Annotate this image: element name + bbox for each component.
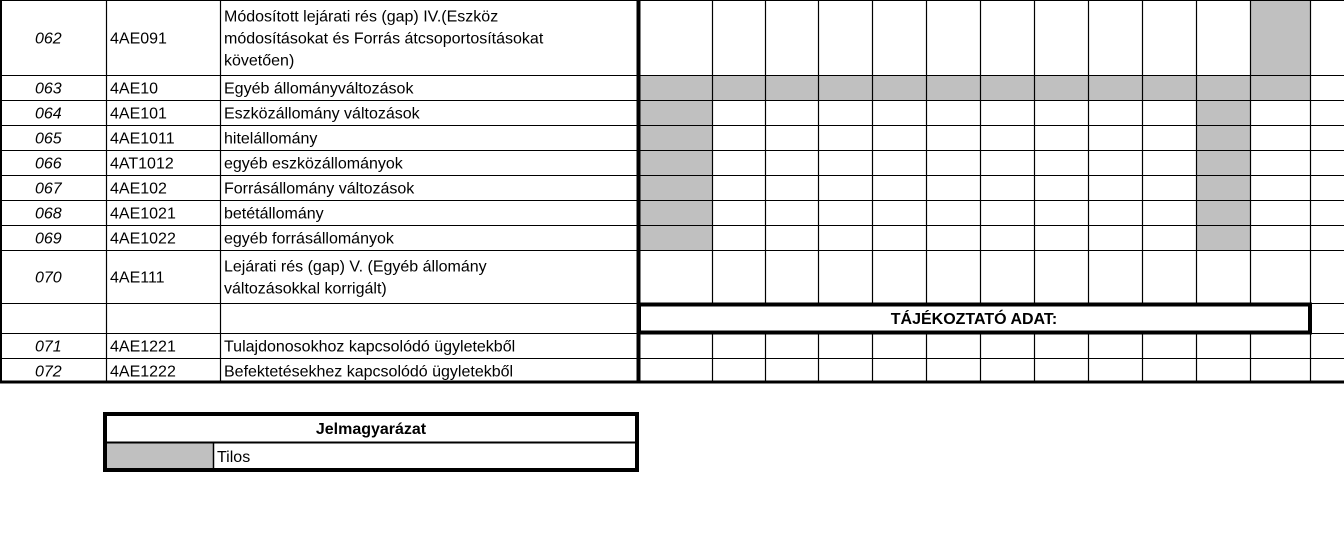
row-code: 4AE1022 — [110, 230, 176, 248]
row-number: 068 — [35, 205, 62, 223]
row-description: egyéb eszközállományok — [224, 155, 403, 173]
row-description: Forrásállomány változások — [224, 180, 415, 198]
row-number: 064 — [35, 105, 62, 123]
row-description: követően) — [224, 52, 295, 70]
row-description: egyéb forrásállományok — [224, 230, 394, 248]
row-code: 4AE1011 — [110, 130, 175, 148]
row-code: 4AE10 — [110, 80, 159, 98]
row-code: 4AE102 — [110, 180, 167, 198]
row-description: Eszközállomány változások — [224, 105, 420, 123]
row-description: betétállomány — [224, 205, 324, 223]
row-number: 062 — [35, 30, 62, 48]
row-description: változásokkal korrigált) — [224, 280, 387, 298]
row-number: 066 — [35, 155, 62, 173]
row-number: 063 — [35, 80, 62, 98]
row-number: 069 — [35, 230, 62, 248]
row-code: 4AT1012 — [110, 155, 174, 173]
legend-swatch-forbidden — [105, 442, 213, 470]
legend-title: Jelmagyarázat — [315, 421, 427, 438]
section-header-label: TÁJÉKOZTATÓ ADAT: — [890, 311, 1058, 328]
row-number: 072 — [35, 363, 62, 381]
row-code: 4AE1021 — [110, 205, 176, 223]
row-code: 4AE1222 — [110, 363, 176, 381]
row-description: Tulajdonosokhoz kapcsolódó ügyletekből — [224, 338, 516, 356]
row-description: Befektetésekhez kapcsolódó ügyletekből — [224, 363, 514, 381]
row-description: módosításokat és Forrás átcsoportosításokat — [224, 30, 544, 48]
row-code: 4AE101 — [110, 105, 167, 123]
legend-item-label: Tilos — [217, 449, 251, 466]
row-number: 071 — [35, 338, 62, 356]
row-description: Módosított lejárati rés (gap) IV.(Eszköz — [224, 8, 499, 26]
row-code: 4AE091 — [110, 30, 167, 48]
row-number: 065 — [35, 130, 62, 148]
legend — [105, 414, 637, 470]
row-description: Lejárati rés (gap) V. (Egyéb állomány — [224, 258, 487, 276]
row-code: 4AE1221 — [110, 338, 176, 356]
row-description: hitelállomány — [224, 130, 318, 148]
row-code: 4AE111 — [110, 269, 165, 287]
row-number: 070 — [35, 269, 62, 287]
row-description: Egyéb állományváltozások — [224, 80, 414, 98]
row-number: 067 — [35, 180, 62, 198]
